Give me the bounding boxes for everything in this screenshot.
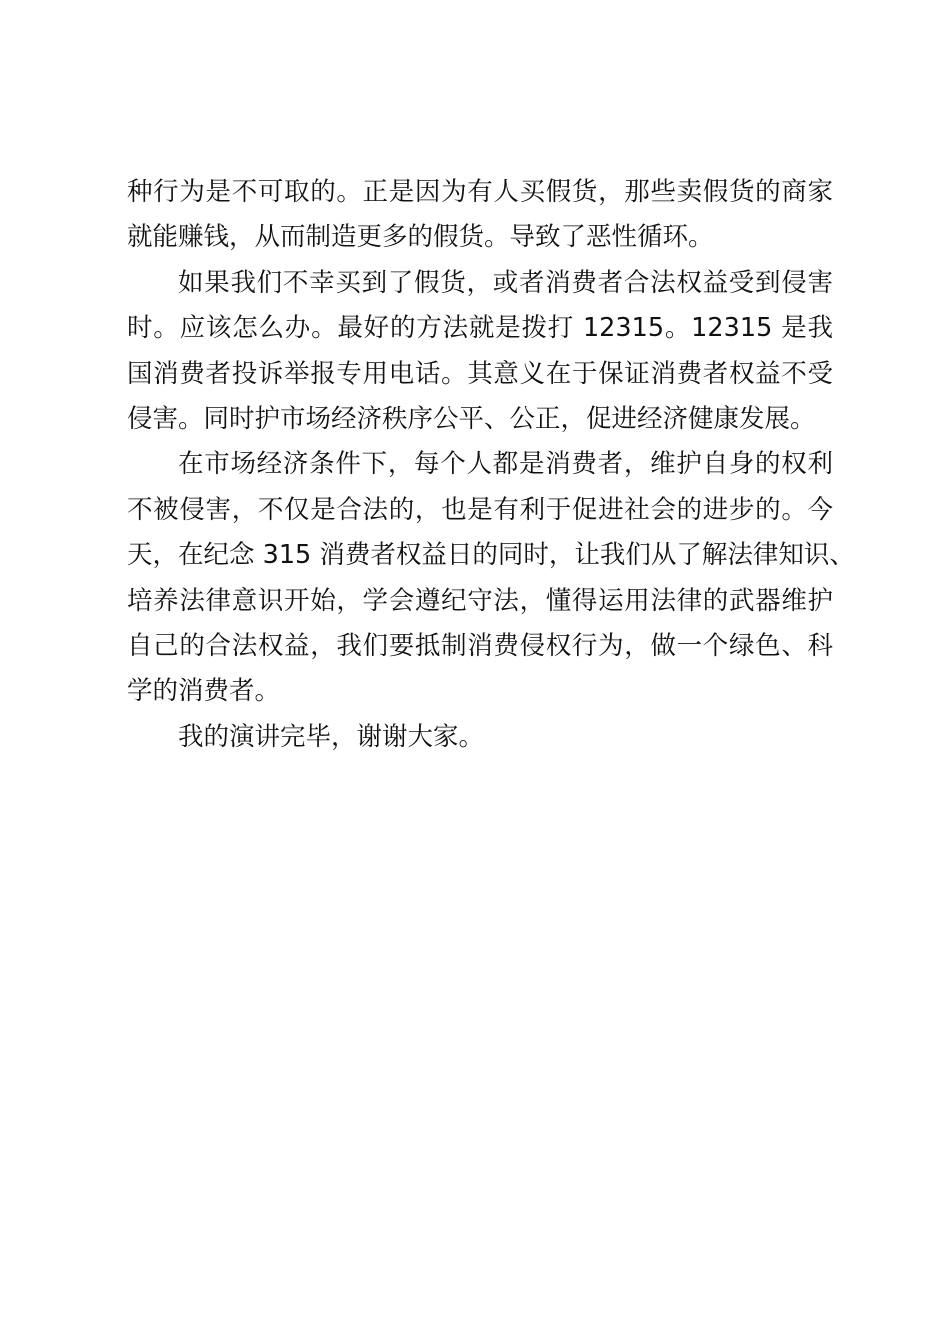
text-line: 就能赚钱，从而制造更多的假货。导致了恶性循环。 bbox=[127, 222, 714, 253]
text-line: 我的演讲完毕，谢谢大家。 bbox=[178, 721, 485, 752]
text-line: 如果我们不幸买到了假货，或者消费者合法权益受到侵害 bbox=[178, 267, 833, 298]
text-line: 种行为是不可取的。正是因为有人买假货，那些卖假货的商家 bbox=[127, 177, 833, 207]
paragraph bbox=[127, 442, 855, 714]
text-line: 天，在纪念 315 消费者权益日的同时，让我们从了解法律知识、 bbox=[127, 540, 855, 571]
paragraph bbox=[127, 261, 833, 443]
document-body bbox=[127, 170, 855, 760]
text-line: 在市场经济条件下，每个人都是消费者，维护自身的权利 bbox=[178, 449, 833, 480]
paragraph bbox=[127, 715, 833, 760]
text-line: 时。应该怎么办。最好的方法就是拨打 12315。12315 是我 bbox=[127, 313, 833, 344]
text-line: 培养法律意识开始，学会遵纪守法，懂得运用法律的武器维护 bbox=[127, 585, 833, 616]
paragraph bbox=[127, 170, 833, 261]
text-line: 不被侵害，不仅是合法的，也是有利于促进社会的进步的。今 bbox=[127, 494, 833, 525]
text-line: 国消费者投诉举报专用电话。其意义在于保证消费者权益不受 bbox=[127, 358, 833, 389]
text-line: 自己的合法权益，我们要抵制消费侵权行为，做一个绿色、科 bbox=[127, 630, 833, 661]
text-line: 学的消费者。 bbox=[127, 676, 281, 707]
text-line: 侵害。同时护市场经济秩序公平、公正，促进经济健康发展。 bbox=[127, 403, 816, 434]
